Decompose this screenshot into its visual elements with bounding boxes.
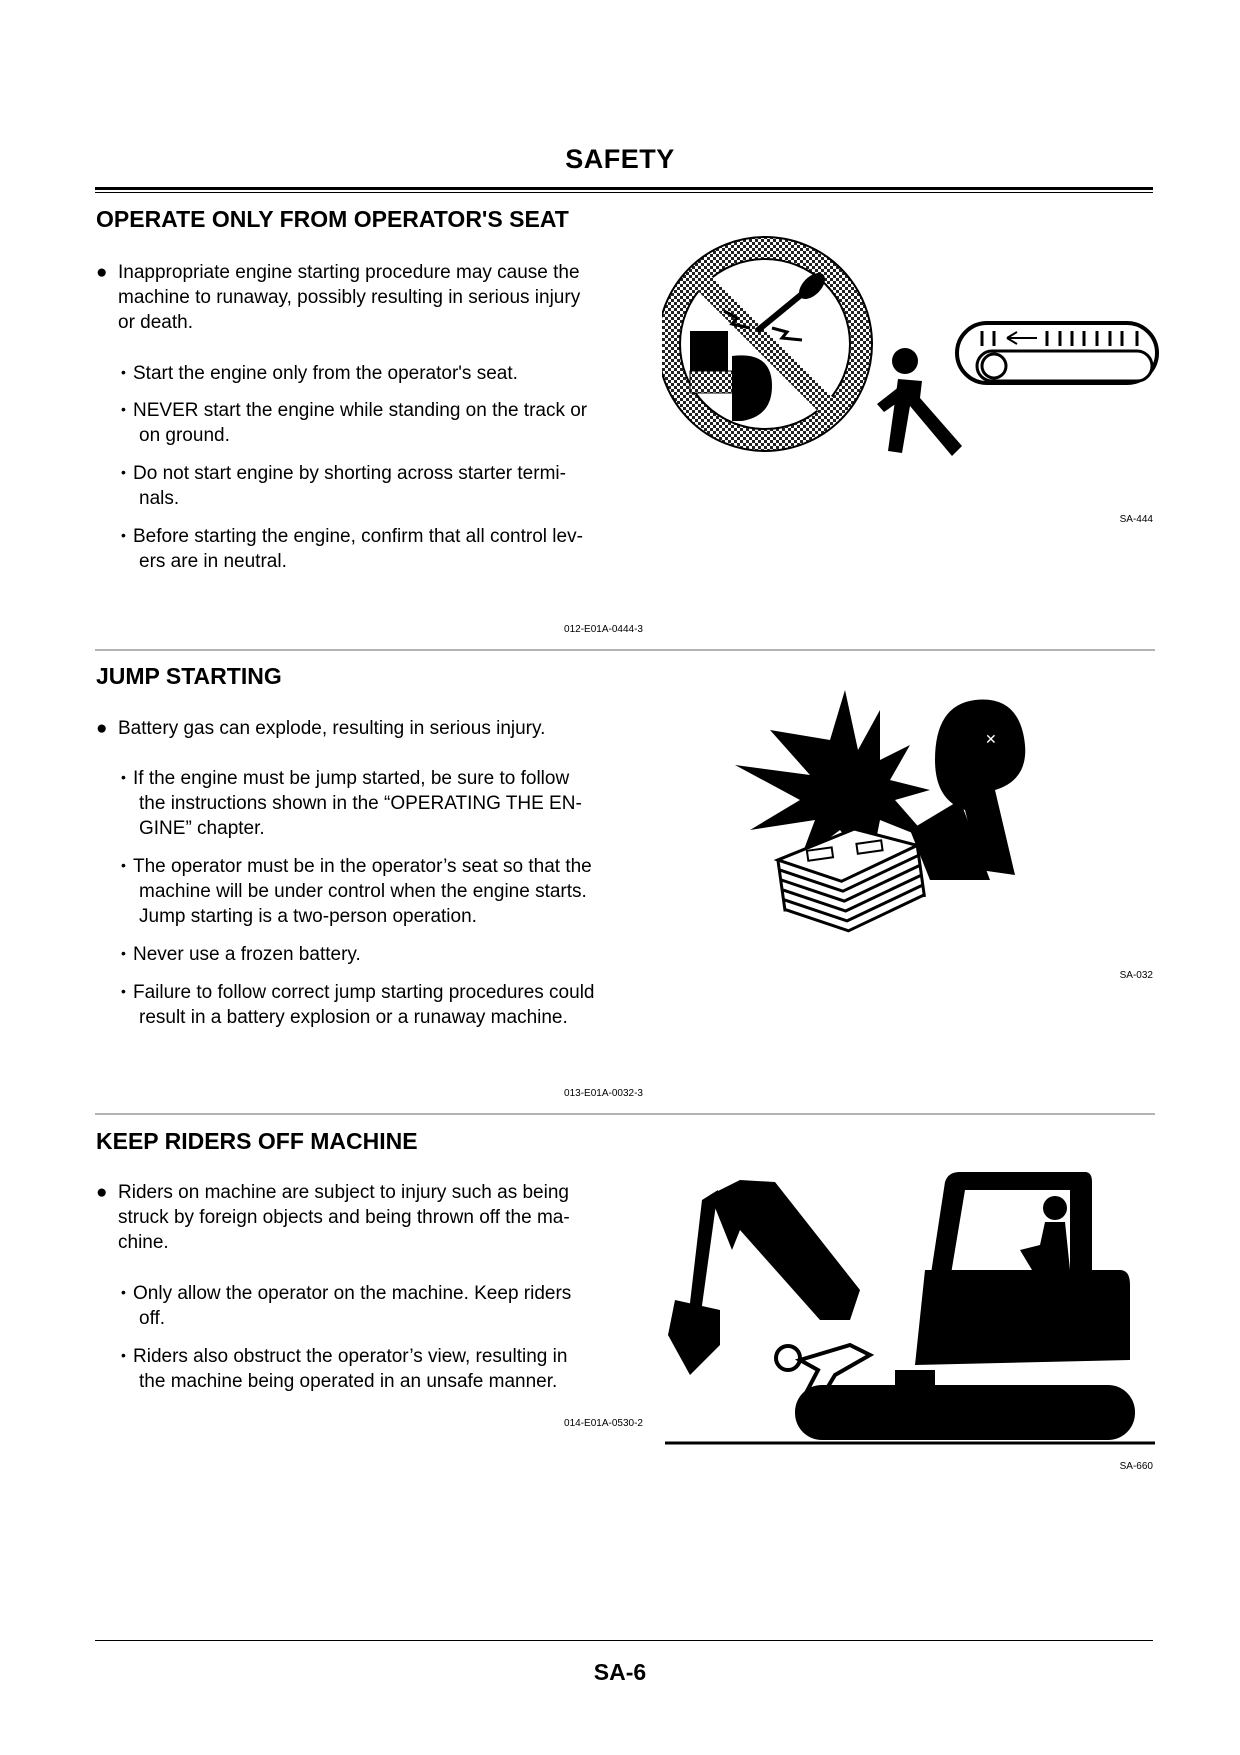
svg-text:✕: ✕ <box>985 732 997 748</box>
footer-rule <box>95 1640 1153 1641</box>
list-item: • Start the engine only from the operator's seat. <box>121 363 518 384</box>
figure-label: SA-444 <box>1119 514 1153 525</box>
section-divider <box>95 1113 1155 1115</box>
reference-code: 013-E01A-0032-3 <box>564 1088 643 1099</box>
list-item: • The operator must be in the operator’s seat so that the machine will be under control when the engine starts. Jump starting is a two-person operation. <box>121 856 592 927</box>
section-bullet: ● Riders on machine are subject to injury such as being struck by foreign objects and being thrown off the ma- chine. <box>96 1182 570 1253</box>
list-item: • Do not start engine by shorting across starter termi- nals. <box>121 463 566 509</box>
section-heading-keep-riders: KEEP RIDERS OFF MACHINE <box>96 1128 418 1154</box>
section-heading-jump-starting: JUMP STARTING <box>96 663 282 689</box>
list-item: • Before starting the engine, confirm that all control lev- ers are in neutral. <box>121 526 583 572</box>
figure-label: SA-660 <box>1119 1461 1153 1472</box>
section-divider <box>95 649 1155 651</box>
section-bullet: ● Battery gas can explode, resulting in serious injury. <box>96 718 546 739</box>
figure-label: SA-032 <box>1119 970 1153 981</box>
list-item: • Failure to follow correct jump starting procedures could result in a battery explosion or a runaway machine. <box>121 982 595 1028</box>
list-item: • Never use a frozen battery. <box>121 944 361 965</box>
excavator-rider-icon <box>660 1160 1160 1450</box>
header-rule <box>95 187 1153 193</box>
reference-code: 012-E01A-0444-3 <box>564 624 643 635</box>
list-item: • NEVER start the engine while standing on the track or on ground. <box>121 400 588 446</box>
page-number: SA-6 <box>593 1659 647 1685</box>
no-start-standing-icon <box>662 236 1162 496</box>
list-item: • Riders also obstruct the operator’s view, resulting in the machine being operated in an unsafe manner. <box>121 1346 568 1392</box>
reference-code: 014-E01A-0530-2 <box>564 1418 643 1429</box>
list-item: • Only allow the operator on the machine. Keep riders off. <box>121 1283 572 1329</box>
list-item: • If the engine must be jump started, be sure to follow the instructions shown in the “OPERATING THE EN- GINE” chapter. <box>121 768 582 839</box>
section-bullet: ● Inappropriate engine starting procedure may cause the machine to runaway, possibly resulting in serious injury or death. <box>96 262 581 333</box>
page-title: SAFETY <box>565 144 675 174</box>
section-heading-operate-seat: OPERATE ONLY FROM OPERATOR'S SEAT <box>96 206 569 232</box>
battery-explosion-icon <box>730 680 1070 940</box>
